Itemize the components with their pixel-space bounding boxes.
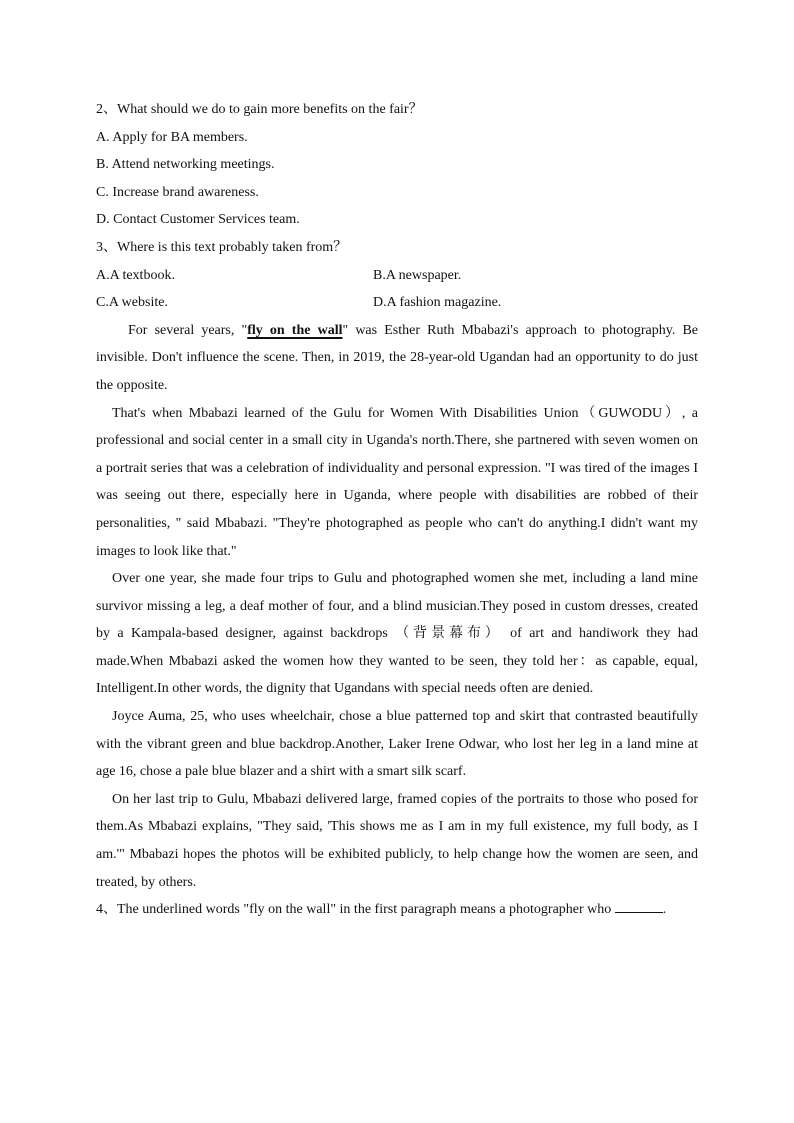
question-4 [96, 896, 698, 924]
question-3-option-a: A.A textbook. [96, 267, 175, 283]
question-2: 2、What should we do to gain more benefits on the fair？ [96, 102, 423, 117]
passage-paragraph-5: On her last trip to Gulu, Mbabazi delivered large, framed copies of the portraits to those who posed for them.As Mbabazi explains, "They said, 'This shows me as I am in my full existence, my full body, as I am.'" Mbabazi hopes the photos will be exhibited publicly, to help change how the women are seen, and treated, by others. [96, 791, 698, 890]
question-2-option-a: A. Apply for BA members. [96, 129, 248, 145]
paragraph-1-lead: For several years, " [128, 322, 248, 338]
underlined-phrase: fly on the wall [247, 322, 343, 338]
passage-paragraph-3: Over one year, she made four trips to Gulu and photographed women she met, including a land mine survivor missing a leg, a deaf mother of four, and a blind musician.They posed in custom dresses, created by a Kampala-based designer, against backdrops （背景幕布） of art and handiwork they had made.When Mbabazi asked the women how they wanted to be seen, they told her：as capable, equal, Intelligent.In other words, the dignity that Ugandans with special needs often are denied. [96, 571, 698, 697]
passage-paragraph-2: That's when Mbabazi learned of the Gulu for Women With Disabilities Union（GUWODU）, a professional and social center in a small city in Uganda's north.There, she partnered with seven women on a portrait series that was a celebration of individuality and personal expression. "I was tired of the images I was seeing out there, especially here in Uganda, where people with disabilities are robbed of their personalities, " said Mbabazi. "They're photographed as people who can't do anything.I didn't want my images to look like that." [96, 405, 698, 559]
document-page [96, 96, 698, 924]
question-2-option-b: B. Attend networking meetings. [96, 157, 275, 173]
question-3-options-row-2 [96, 289, 698, 317]
paragraph-1-rest: " was Esther Ruth Mbabazi's approach to photography. Be invisible. Don't influence the scene. Then, in 2019, the 28-year-old Ugandan had an opportunity to do just the opposite. [96, 322, 698, 393]
question-3: 3、Where is this text probably taken from？ [96, 239, 348, 255]
answer-blank [615, 896, 663, 913]
question-3-option-d: D.A fashion magazine. [373, 295, 502, 311]
question-3-options-row-1 [96, 262, 698, 290]
question-2-option-c: C. Increase brand awareness. [96, 184, 259, 200]
passage-paragraph-1 [96, 317, 698, 400]
question-3-option-c: C.A website. [96, 295, 168, 311]
question-3-option-b: B.A newspaper. [373, 267, 462, 283]
question-4-end: . [662, 902, 667, 918]
question-2-option-d: D. Contact Customer Services team. [96, 212, 300, 228]
passage-paragraph-4: Joyce Auma, 25, who uses wheelchair, chose a blue patterned top and skirt that contrasted beautifully with the vibrant green and blue backdrop.Another, Laker Irene Odwar, who lost her leg in a land mine at age 16, chose a pale blue blazer and a shirt with a smart silk scarf. [96, 709, 698, 780]
question-4-text: 4、The underlined words "fly on the wall" in the first paragraph means a photographer who [96, 902, 612, 918]
